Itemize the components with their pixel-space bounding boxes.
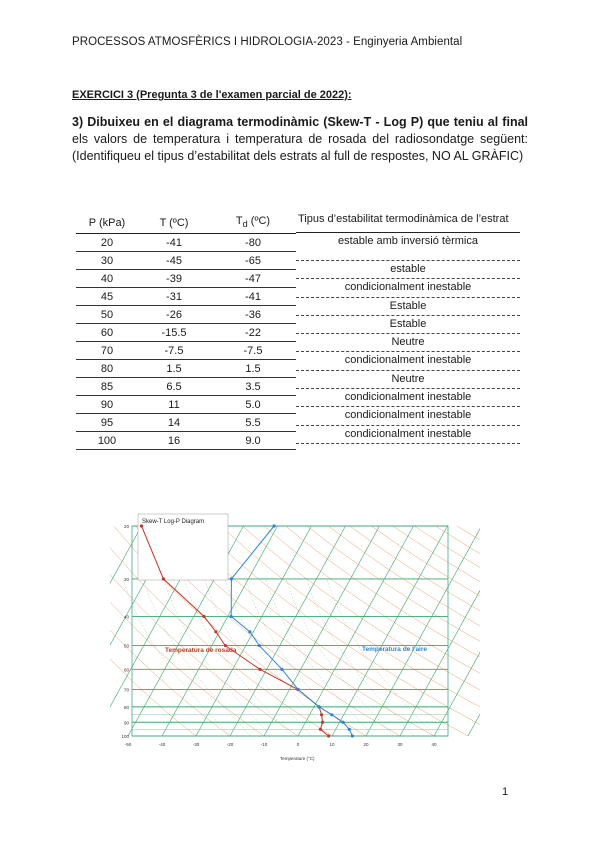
- sounding-table: [76, 212, 296, 450]
- air-temp-point: [351, 734, 354, 737]
- x-axis-label: Temperature (°C): [280, 756, 315, 761]
- cell-pressure: 50: [76, 306, 138, 324]
- cell-dewpoint: -7.5: [210, 342, 296, 360]
- dewpoint-point: [162, 577, 165, 580]
- cell-pressure: 40: [76, 270, 138, 288]
- cell-dewpoint: 9.0: [210, 432, 296, 450]
- air-temp-point: [248, 630, 251, 633]
- cell-pressure: 60: [76, 324, 138, 342]
- air-temp-point: [296, 688, 299, 691]
- y-tick-label: 20: [123, 524, 129, 529]
- dewpoint-point: [319, 728, 322, 731]
- cell-dewpoint: -47: [210, 270, 296, 288]
- x-tick-label: 20: [363, 742, 369, 747]
- y-tick-label: 40: [123, 614, 129, 620]
- cell-dewpoint: 5.5: [210, 414, 296, 432]
- stability-item: estable: [296, 261, 520, 279]
- cell-temperature: -15.5: [138, 324, 210, 342]
- table-row: [76, 360, 296, 378]
- dewpoint-point: [321, 721, 324, 724]
- page-header: PROCESSOS ATMOSFÈRICS I HIDROLOGIA-2023 - Enginyeria Ambiental: [72, 36, 463, 48]
- header-dewpoint: [210, 212, 296, 234]
- dewpoint-point: [320, 713, 323, 716]
- table-row: [76, 324, 296, 342]
- x-tick-label: -30: [192, 742, 200, 747]
- dewpoint-point: [327, 734, 330, 737]
- air-temp-point: [318, 705, 321, 708]
- cell-temperature: -26: [138, 306, 210, 324]
- stability-item: estable amb inversió tèrmica: [296, 234, 520, 261]
- table-row: [76, 432, 296, 450]
- air-temp-point: [230, 577, 233, 580]
- cell-temperature: 1.5: [138, 360, 210, 378]
- cell-temperature: 14: [138, 414, 210, 432]
- table-row: [76, 234, 296, 252]
- cell-dewpoint: 5.0: [210, 396, 296, 414]
- header-dewpoint-unit: (ºC): [247, 215, 271, 228]
- x-tick-label: -40: [158, 742, 166, 747]
- table-row: [76, 342, 296, 360]
- cell-temperature: 11: [138, 396, 210, 414]
- cell-dewpoint: -22: [210, 324, 296, 342]
- cell-dewpoint: -65: [210, 252, 296, 270]
- y-tick-label: 70: [123, 687, 129, 693]
- y-tick-label: 60: [123, 667, 129, 673]
- cell-pressure: 45: [76, 288, 138, 306]
- stability-item: condicionalment inestable: [296, 407, 520, 425]
- skewt-diagram: [110, 508, 480, 766]
- x-tick-label: -50: [124, 742, 132, 747]
- cell-temperature: -45: [138, 252, 210, 270]
- air-temp-point: [273, 524, 276, 527]
- table-row: [76, 270, 296, 288]
- cell-pressure: 20: [76, 234, 138, 252]
- stability-item: Neutre: [296, 334, 520, 352]
- y-tick-label: 100: [121, 734, 129, 739]
- y-tick-label: 80: [123, 704, 129, 710]
- x-tick-label: 10: [329, 742, 335, 747]
- stability-list: [296, 234, 520, 444]
- x-tick-label: -10: [260, 742, 268, 747]
- cell-pressure: 100: [76, 432, 138, 450]
- question-bold: 3) Dibuixeu en el diagrama termodinàmic (Skew-T - Log P) que teniu al final: [72, 115, 528, 129]
- stability-item: condicionalment inestable: [296, 389, 520, 407]
- stability-item: condicionalment inestable: [296, 426, 520, 444]
- y-tick-label: 50: [123, 643, 129, 649]
- cell-temperature: -39: [138, 270, 210, 288]
- dewpoint-point: [140, 524, 143, 527]
- cell-temperature: -31: [138, 288, 210, 306]
- dewpoint-point: [258, 668, 261, 671]
- stability-item: condicionalment inestable: [296, 352, 520, 370]
- x-tick-label: 30: [397, 742, 403, 747]
- table-header-row: [76, 212, 296, 234]
- cell-dewpoint: -80: [210, 234, 296, 252]
- air-temp-point: [280, 668, 283, 671]
- dewpoint-label: Temperatura de rosada: [165, 647, 237, 654]
- stability-header-rule: [296, 232, 520, 233]
- legend-box: [138, 514, 228, 580]
- cell-pressure: 30: [76, 252, 138, 270]
- page-number: 1: [502, 786, 509, 798]
- cell-temperature: -7.5: [138, 342, 210, 360]
- air-temp-point: [330, 713, 333, 716]
- x-tick-label: 40: [431, 742, 437, 747]
- table-row: [76, 252, 296, 270]
- air-temp-point: [341, 721, 344, 724]
- stability-item: Estable: [296, 316, 520, 334]
- stability-item: Estable: [296, 298, 520, 316]
- question-normal: els valors de temperatura i temperatura de rosada del radiosondatge següent: (Identifiqueu el tipus d’estabilitat dels estrats al full de respostes, NO AL GRÀFIC): [72, 132, 528, 163]
- skewt-svg: [110, 508, 480, 766]
- dewpoint-point: [214, 630, 217, 633]
- cell-temperature: -41: [138, 234, 210, 252]
- cell-pressure: 95: [76, 414, 138, 432]
- cell-pressure: 70: [76, 342, 138, 360]
- header-temperature: T (ºC): [138, 212, 210, 234]
- chart-title: Skew-T Log-P Diagram: [142, 519, 205, 525]
- x-tick-label: 0: [296, 742, 300, 747]
- air-temp-label: Temperatura de l'aire: [362, 646, 428, 653]
- y-tick-label: 30: [123, 576, 129, 582]
- cell-dewpoint: -36: [210, 306, 296, 324]
- cell-temperature: 6.5: [138, 378, 210, 396]
- table-row: [76, 414, 296, 432]
- air-temp-point: [348, 728, 351, 731]
- cell-pressure: 80: [76, 360, 138, 378]
- table-row: [76, 306, 296, 324]
- stability-item: Neutre: [296, 371, 520, 389]
- table-row: [76, 378, 296, 396]
- table-row: [76, 396, 296, 414]
- stability-item: condicionalment inestable: [296, 279, 520, 297]
- cell-pressure: 85: [76, 378, 138, 396]
- cell-pressure: 90: [76, 396, 138, 414]
- dewpoint-point: [202, 615, 205, 618]
- cell-dewpoint: -41: [210, 288, 296, 306]
- y-tick-label: 90: [123, 720, 129, 726]
- table-row: [76, 288, 296, 306]
- question-text: [72, 114, 528, 165]
- cell-dewpoint: 1.5: [210, 360, 296, 378]
- stability-header: Tipus d’estabilitat termodinàmica de l’estrat: [298, 213, 509, 225]
- header-dewpoint-sub: d: [242, 219, 248, 230]
- header-dewpoint-main: T: [235, 215, 243, 228]
- table-body: [76, 234, 296, 450]
- exercise-title: EXERCICI 3 (Pregunta 3 de l'examen parcial de 2022):: [72, 89, 352, 101]
- x-tick-label: -20: [226, 742, 234, 747]
- cell-dewpoint: 3.5: [210, 378, 296, 396]
- header-pressure: P (kPa): [76, 212, 138, 234]
- cell-temperature: 16: [138, 432, 210, 450]
- air-temp-point: [258, 644, 261, 647]
- air-temp-point: [230, 615, 233, 618]
